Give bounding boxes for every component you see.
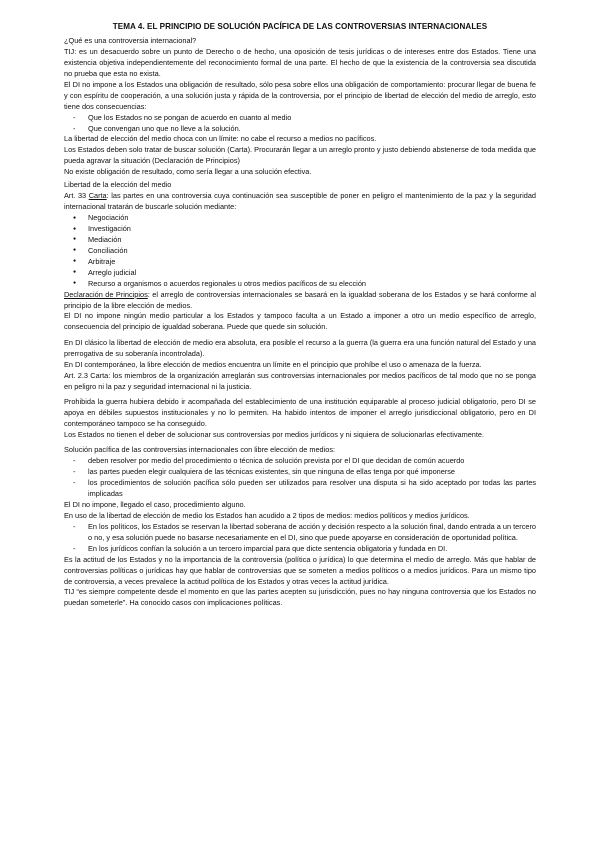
list-item: - deben resolver por medio del procedimiento o técnica de solución prevista por el DI que decidan de común acuerdo bbox=[64, 456, 536, 467]
list-item: - las partes pueden elegir cualquiera de las técnicas existentes, sin que ninguna de ellas tenga por qué imponerse bbox=[64, 467, 536, 478]
list-item: - Que convengan uno que no lleve a la solución. bbox=[64, 124, 536, 135]
list-item: ● Conciliación bbox=[64, 246, 536, 257]
no-result-paragraph: No existe obligación de resultado, como sería llegar a una solución efectiva. bbox=[64, 167, 312, 177]
tij-definition: TIJ: es un desacuerdo sobre un punto de Derecho o de hecho, una oposición de tesis jurídicas o de intereses entre dos Estados. Tiene una existencia objetiva independientemente del reconocimiento formal de una parte. El hecho de que la existencia de la controversia sea discutida no prueba que esta no exista. bbox=[64, 46, 536, 78]
art33-paragraph bbox=[64, 191, 536, 213]
carta-duty-paragraph: Los Estados deben solo tratar de buscar solución (Carta). Procurarán llegar a un arreglo pronto y justo debiendo abstenerse de toda medida que pueda agravar la situación (Declaración de Principios) bbox=[64, 145, 536, 166]
list-item: ● Negociación bbox=[64, 213, 536, 224]
question-heading: ¿Qué es una controversia internacional? bbox=[64, 36, 197, 45]
freedom-heading: Libertad de la elección del medio bbox=[64, 180, 172, 190]
list-item: ● Recurso a organismos o acuerdos regionales u otros medios pacíficos de su elección bbox=[64, 279, 536, 290]
carta-underlined: Carta bbox=[88, 191, 107, 201]
declaration-text: : el arreglo de controversias internacionales se basará en la igualdad soberana de los Estados y se hará conforme al principio de la libre elección de medios. bbox=[64, 289, 536, 310]
means-list bbox=[64, 213, 536, 290]
no-deber-paragraph: Los Estados no tienen el deber de solucionar sus controversias por medios jurídicos y ni siquiera de solucionarlas efectivamente. bbox=[64, 429, 485, 439]
list-item: - los procedimientos de solución pacífica sólo pueden ser utilizados para resolver una disputa si ha sido aceptado por todas las partes implicadas bbox=[64, 478, 536, 500]
consequences-list bbox=[64, 113, 536, 135]
dos-tipos-paragraph: En uso de la libertad de elección de medio los Estados han acudido a 2 tipos de medios: medios políticos y medios jurídicos. bbox=[64, 510, 470, 520]
art33-prefix: Art. 33 bbox=[64, 191, 89, 201]
di-contemporaneo-paragraph: En DI contemporáneo, la libre elección de medios encuentra un límite en el principio que prohíbe el uso o amenaza de la fuerza. bbox=[64, 359, 482, 369]
solucion-heading: Solución pacífica de las controversias internacionales con libre elección de medios: bbox=[64, 445, 336, 455]
actitud-paragraph: Es la actitud de los Estados y no la importancia de la controversia (política o jurídica) lo que determina el medio de arreglo. Más que hablar de controversias políticas o jurídicas hay que hablar de controversias que se someten a medios políticos o a medios jurídicos. Para un mismo tipo de controversia, a veces prevalece la actitud política de los Estados y otras veces la actitud jurídica. bbox=[64, 554, 536, 586]
prohibida-paragraph: Prohibida la guerra hubiera debido ir acompañada del establecimiento de una institución equiparable al proceso judicial obligatorio, pero DI se apoya en débiles supuestos institucionales y no lo permiten. Ha habido intentos de imponer el arreglo jurisdiccional obligatorio, pero en DI contemporáneo tampoco se ha conseguido. bbox=[64, 397, 536, 428]
list-item: ● Mediación bbox=[64, 235, 536, 246]
list-item: ● Arbitraje bbox=[64, 257, 536, 268]
di-no-impone-paragraph: El DI no impone ningún medio particular a los Estados y tampoco faculta a un Estado a imponer a otro un medio específico de arreglo, consecuencia del principio de igualdad soberana. Puede que quede sin solución. bbox=[64, 311, 536, 332]
limit-paragraph: La libertad de elección del medio choca con un límite: no cabe el recurso a medios no pacíficos. bbox=[64, 134, 377, 144]
di-clasico-paragraph: En DI clásico la libertad de elección de medio era absoluta, era posible el recurso a la guerra (la guerra era una función natural del Estado y una prerrogativa de su soberanía incontrolada). bbox=[64, 337, 536, 358]
list-item: - Que los Estados no se pongan de acuerdo en cuanto al medio bbox=[64, 113, 536, 124]
solucion-list bbox=[64, 456, 536, 500]
list-item: ● Investigación bbox=[64, 224, 536, 235]
document-title: TEMA 4. EL PRINCIPIO DE SOLUCIÓN PACÍFICA DE LAS CONTROVERSIAS INTERNACIONALES bbox=[112, 22, 488, 31]
tipos-list bbox=[64, 522, 536, 555]
di-obligation-paragraph: El DI no impone a los Estados una obligación de resultado, sólo pesa sobre ellos una obligación de comportamiento: procurar llegar de buena fe y con espíritu de cooperación, a una solución justa y rápida de la controversia, por el principio de libertad de elección del medio de arreglo, esto tiene dos consecuencias: bbox=[64, 79, 536, 111]
declaration-underlined: Declaración de Principios bbox=[64, 289, 148, 299]
tij-competente-paragraph: TIJ “es siempre competente desde el momento en que las partes acepten su jurisdicción, pues no hay ninguna controversia que los Estados no puedan someterle”. Ha conocido casos con implicaciones políticas. bbox=[64, 587, 536, 608]
list-item: - En los jurídicos confían la solución a un tercero imparcial para que dicte sentencia obligatoria y fundada en DI. bbox=[64, 544, 536, 555]
list-item: - En los políticos, los Estados se reservan la libertad soberana de acción y decisión respecto a la solución final, dando entrada a un tercero o no, y esa solución puede no basarse necesariamente en el DI, sino que puede apoyarse en consideración de oportunidad política. bbox=[64, 522, 536, 544]
art33-text: : las partes en una controversia cuya continuación sea susceptible de poner en peligro el mantenimiento de la paz y la seguridad internacional tratarán de buscarle solución mediante: bbox=[64, 191, 536, 212]
art23-paragraph: Art. 2.3 Carta: los miembros de la organización arreglarán sus controversias internacionales por medios pacíficos de tal modo que no se ponga en peligro ni la paz y seguridad internacional ni la justicia. bbox=[64, 370, 536, 391]
declaration-paragraph bbox=[64, 290, 536, 312]
list-item: ● Arreglo judicial bbox=[64, 268, 536, 279]
no-impone-llegado-paragraph: El DI no impone, llegado el caso, procedimiento alguno. bbox=[64, 499, 246, 509]
